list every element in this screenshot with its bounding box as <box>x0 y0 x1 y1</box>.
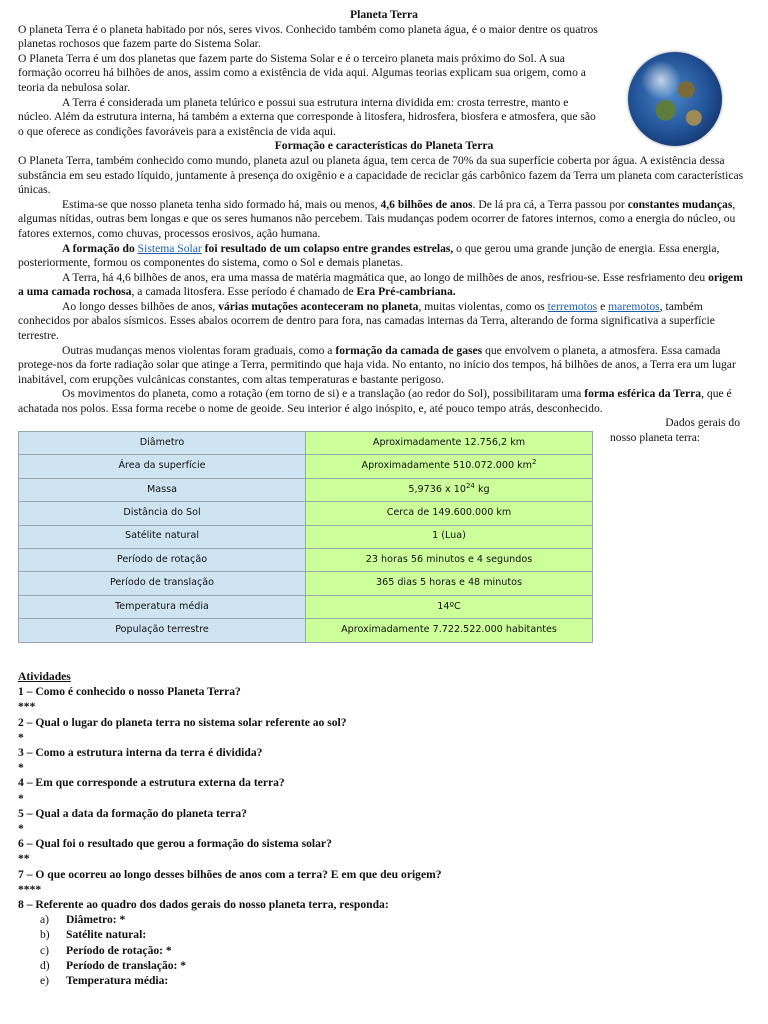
answer-line-1[interactable]: *** <box>18 700 36 714</box>
intro-paragraph-3: A Terra é considerada um planeta telúrico e possui sua estrutura interna dividida em: crosta terrestre, manto e núcleo. Além da estrutura interna, há também a externa que corresponde à litosfera, hidrosfera, biosfera e atmosfera, que são o que oferece as condições favoráveis para a existência de vida aqui. <box>18 95 596 138</box>
table-value-cell: Aproximadamente 7.722.522.000 habitantes <box>306 619 593 642</box>
paragraph-10: Os movimentos do planeta, como a rotação (em torno de si) e a translação (ao redor do Sol), possibilitaram uma forma esférica da Terra, que é achatada nos polos. Essa forma recebe o nome de geoide. Seu interior é algo inóspito, e, até pouco tempo atrás, desconhecido. <box>18 387 732 416</box>
item-letter: a) <box>40 913 50 927</box>
item-letter: b) <box>40 928 50 942</box>
dados-gerais-label: Dados gerais do nosso planeta terra: <box>610 416 740 444</box>
intro-paragraph-2: O Planeta Terra é um dos planetas que fazem parte do Sistema Solar e é o terceiro planeta mais próximo do Sol. A sua formação ocorreu há bilhões de anos, assim como a existência de vida aqui. Algumas teorias explicam sua origem, como a teoria da nebulosa solar. <box>18 51 586 94</box>
paragraph-4: O Planeta Terra, também conhecido como mundo, planeta azul ou planeta água, tem cerca de 70% da sua superfície coberta por água. A existência dessa substância em seu estado líquido, juntamente à presença do oxigênio e a capacidade de reciclar gás carbônico fazem da Terra um planeta com características únicas. <box>18 153 744 197</box>
question-7: 7 – O que ocorreu ao longo desses bilhões de anos com a terra? E em que deu origem? <box>18 867 442 881</box>
table-value-cell: 365 dias 5 horas e 48 minutos <box>306 572 593 595</box>
paragraph-9: Outras mudanças menos violentas foram graduais, como a formação da camada de gases que envolvem o planeta, a atmosfera. Essa camada protege-nos da forte radiação solar que atinge a Terra, permitindo que haja vida. No entanto, no início dos tempos, há bilhões de anos, a Terra era um lugar inabitável, com erupções vulcânicas constantes, com altas temperaturas e bastante perigoso. <box>18 343 736 386</box>
question-8-item <box>18 912 750 927</box>
table-key-cell: População terrestre <box>19 619 306 642</box>
paragraph-5: Estima-se que nosso planeta tenha sido formado há, mais ou menos, 4,6 bilhões de anos. De lá pra cá, a Terra passou por constantes mudanças, algumas nítidas, outras bem longas e que os seres humanos não percebem. Tais mudanças podem ocorrer de fatores internos, como a energia do núcleo, ou fatores externos, como chuvas, processos erosivos, ação humana. <box>18 197 736 240</box>
answer-line-3[interactable]: * <box>18 761 24 775</box>
table-key-cell: Diâmetro <box>19 432 306 455</box>
item-letter: e) <box>40 974 50 988</box>
table-row <box>19 455 593 478</box>
table-key-cell: Área da superfície <box>19 455 306 478</box>
table-key-cell: Período de translação <box>19 572 306 595</box>
earth-globe-image <box>628 52 722 146</box>
answer-line-4[interactable]: * <box>18 791 24 805</box>
table-key-cell: Distância do Sol <box>19 502 306 525</box>
item-text[interactable]: Período de rotação: * <box>66 943 172 957</box>
item-text[interactable]: Satélite natural: <box>66 928 147 942</box>
activities-section <box>18 669 750 988</box>
question-5: 5 – Qual a data da formação do planeta terra? <box>18 806 247 820</box>
question-3: 3 – Como a estrutura interna da terra é dividida? <box>18 746 263 760</box>
answer-line-7[interactable]: **** <box>18 882 42 896</box>
table-value-cell: Aproximadamente 510.072.000 $km^2$ <box>306 455 593 478</box>
table-row <box>19 525 593 548</box>
question-8: 8 – Referente ao quadro dos dados gerais do nosso planeta terra, responda: <box>18 898 389 912</box>
table-key-cell: Satélite natural <box>19 525 306 548</box>
item-letter: d) <box>40 958 50 972</box>
intro-paragraph-1: O planeta Terra é o planeta habitado por nós, seres vivos. Conhecido também como planeta água, é o maior dentre os quatros planetas rochosos que fazem parte do Sistema Solar. <box>18 22 598 51</box>
earth-data-table <box>18 431 593 643</box>
link-maremotos[interactable]: maremotos <box>608 299 660 313</box>
table-row <box>19 478 593 501</box>
table-key-cell: Temperatura média <box>19 595 306 618</box>
question-8-item <box>18 958 750 973</box>
answer-line-6[interactable]: ** <box>18 852 30 866</box>
activities-heading: Atividades <box>18 670 71 683</box>
table-key-cell: Massa <box>19 478 306 501</box>
table-value-cell: Aproximadamente 12.756,2 km <box>306 432 593 455</box>
link-sistema-solar[interactable]: Sistema Solar <box>137 241 202 255</box>
question-2: 2 – Qual o lugar do planeta terra no sistema solar referente ao sol? <box>18 715 347 729</box>
item-text[interactable]: Diâmetro: * <box>66 913 126 927</box>
table-value-cell: Cerca de 149.600.000 km <box>306 502 593 525</box>
answer-line-2[interactable]: * <box>18 730 24 744</box>
item-letter: c) <box>40 943 50 957</box>
section-title: Formação e características do Planeta Terra <box>274 139 494 153</box>
question-8-item <box>18 943 750 958</box>
question-1: 1 – Como é conhecido o nosso Planeta Terra? <box>18 685 241 699</box>
paragraph-7: A Terra, há 4,6 bilhões de anos, era uma massa de matéria magmática que, ao longo de milhões de anos, resfriou-se. Esse resfriamento deu origem a uma camada rochosa, a camada litosfera. Esse período é chamado de Era Pré-cambriana. <box>18 270 743 299</box>
question-4: 4 – Em que corresponde a estrutura externa da terra? <box>18 776 285 790</box>
table-value-cell: 5,9736 x $10^{24}$ kg <box>306 478 593 501</box>
table-row <box>19 432 593 455</box>
question-6: 6 – Qual foi o resultado que gerou a formação do sistema solar? <box>18 837 332 851</box>
table-row <box>19 502 593 525</box>
table-row <box>19 548 593 571</box>
table-value-cell: 1 (Lua) <box>306 525 593 548</box>
table-value-cell: 23 horas 56 minutos e 4 segundos <box>306 548 593 571</box>
question-8-item <box>18 973 750 988</box>
table-key-cell: Período de rotação <box>19 548 306 571</box>
item-text[interactable]: Temperatura média: <box>66 974 169 988</box>
item-text[interactable]: Período de translação: * <box>66 958 187 972</box>
table-value-cell: 14ºC <box>306 595 593 618</box>
page-title: Planeta Terra <box>350 8 418 21</box>
question-8-items <box>18 912 750 988</box>
table-row <box>19 619 593 642</box>
answer-line-5[interactable]: * <box>18 822 24 836</box>
table-row <box>19 572 593 595</box>
paragraph-6: A formação do Sistema Solar foi resultado de um colapso entre grandes estrelas, o que gerou uma grande junção de energia. Essa energia, posteriormente, formou os componentes do sistema, como o Sol e demais planetas. <box>18 241 720 270</box>
link-terremotos[interactable]: terremotos <box>547 299 598 313</box>
table-row <box>19 595 593 618</box>
question-8-item <box>18 927 750 942</box>
paragraph-8: Ao longo desses bilhões de anos, várias mutações aconteceram no planeta, muitas violentas, como os terremotos e maremotos, também conhecidos por abalos sísmicos. Esses abalos ocorrem de dentro para fora, nas camadas internas da Terra, alterando de forma significativa a superfície terrestre. <box>18 299 715 343</box>
